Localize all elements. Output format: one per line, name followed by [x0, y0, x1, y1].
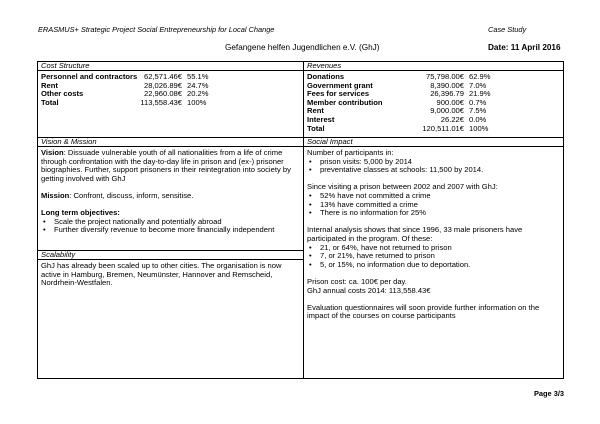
vision-text: : Dissuade vulnerable youth of all nationalities from a life of crime through confrontation with the day-to-day life in prison and (ex-) prisoner biographies. Further, support prisoners in their reintegration into society by getting involved with GhJ: [41, 148, 291, 183]
row-amount: 9,000.00€: [430, 106, 464, 116]
list-item: • prison visits: 5,000 by 2014: [307, 158, 560, 167]
scalability-title: Scalability: [37, 250, 304, 260]
visits-intro: Since visiting a prison between 2002 and 2007 with GhJ:: [307, 182, 498, 192]
vision-mission-title: Vision & Mission: [37, 137, 304, 147]
objectives-label: Long term objectives:: [41, 208, 120, 218]
row-percentage: 0.7%: [469, 97, 487, 107]
vision-label: Vision: [41, 148, 64, 157]
list-item: • 13% have committed a crime: [307, 201, 560, 210]
row-label: Member contribution: [307, 97, 383, 107]
row-percentage: 7.5%: [469, 106, 487, 116]
row-label: Fees for services: [307, 89, 370, 99]
table-row: [307, 107, 560, 116]
list-item: • Further diversify revenue to become more financially independent: [41, 226, 300, 235]
analysis-intro: Internal analysis shows that since 1996, 33 male prisoners have participated in the program. Of these:: [307, 225, 523, 243]
row-percentage: 100%: [187, 97, 207, 107]
date-label: Date:: [488, 43, 509, 52]
row-percentage: 55.1%: [187, 72, 209, 81]
row-amount: 120,511.01€: [422, 123, 464, 133]
prison-cost: Prison cost: ca. 100€ per day.: [307, 276, 407, 286]
social-impact-title: Social Impact: [303, 137, 564, 147]
row-amount: 26.22€: [440, 114, 464, 124]
row-label: Donations: [307, 72, 345, 81]
row-percentage: 0.0%: [469, 114, 487, 124]
row-amount: 26,396.79: [430, 89, 464, 99]
date-line: [488, 44, 561, 53]
mission-text: : Confront, discuss, inform, sensitise.: [69, 190, 194, 200]
row-label: Total: [41, 97, 59, 107]
row-label: Other costs: [41, 89, 84, 99]
row-label: Interest: [307, 114, 335, 124]
list-item: • 7, or 21%, have returned to prison: [307, 252, 560, 261]
mission-label: Mission: [41, 190, 70, 200]
list-item: • There is no information for 25%: [307, 209, 560, 218]
organisation-name: Gefangene helfen Jugendlichen e.V. (GhJ): [225, 43, 380, 52]
row-label: Rent: [41, 80, 58, 90]
participants-intro: Number of participants in:: [307, 148, 394, 157]
row-amount: 8,390.00€: [430, 80, 464, 90]
program-title: ERASMUS+ Strategic Project Social Entrepreneurship for Local Change: [38, 25, 275, 34]
cost-structure-section: [37, 61, 304, 137]
list-item: • 5, or 15%, no information due to deportation.: [307, 261, 560, 270]
evaluation-text: Evaluation questionnaires will soon provide further information on the impact of the courses on course participants: [307, 302, 540, 321]
row-amount: 22,960.08€: [143, 89, 182, 99]
revenues-table: [307, 73, 560, 133]
list-item: • Scale the project nationally and potentially abroad: [41, 218, 300, 227]
table-row: [307, 125, 560, 134]
list-item: • 21, or 64%, have not returned to prison: [307, 244, 560, 253]
row-percentage: 20.2%: [187, 89, 209, 99]
participants-list: [307, 158, 560, 175]
revenues-title: Revenues: [303, 61, 564, 71]
document-type: Case Study: [488, 25, 527, 34]
objectives-list: [41, 218, 300, 235]
revenues-section: [303, 61, 564, 137]
row-percentage: 100%: [469, 123, 489, 133]
list-item: • 52% have not committed a crime: [307, 192, 560, 201]
row-percentage: 24.7%: [187, 80, 209, 90]
vision-paragraph: [41, 149, 300, 183]
row-amount: 113,558.43€: [140, 97, 182, 107]
analysis-list: [307, 244, 560, 270]
mission-paragraph: [41, 192, 300, 201]
page-number: Page 3/3: [534, 389, 564, 398]
row-percentage: 21.9%: [469, 89, 491, 99]
row-amount: 62,571.46€: [143, 72, 182, 81]
row-percentage: 62.9%: [469, 72, 491, 81]
row-amount: 75,798.00€: [425, 72, 464, 81]
cost-table: [41, 73, 300, 107]
row-amount: 28,026.89€: [143, 80, 182, 90]
date-value: 11 April 2016: [510, 43, 561, 52]
cost-structure-title: Cost Structure: [37, 61, 304, 71]
scalability-text: GhJ has already been scaled up to other cities. The organisation is now active in Hamburg, Bremen, Neumünster, Hannover and Remscheid, Nordrhein-Westfalen.: [41, 261, 282, 288]
list-item: • preventative classes at schools: 11,500 by 2014.: [307, 166, 560, 175]
annual-costs: GhJ annual costs 2014: 113,558.43€: [307, 285, 431, 295]
social-impact-section: [303, 137, 564, 379]
row-percentage: 7.0%: [469, 80, 487, 90]
row-label: Government grant: [307, 80, 373, 90]
row-label: Rent: [307, 106, 324, 116]
row-label: Total: [307, 123, 325, 133]
row-label: Personnel and contractors: [41, 72, 138, 81]
row-amount: 900.00€: [436, 97, 464, 107]
scalability-section: [37, 250, 304, 379]
visits-list: [307, 192, 560, 218]
table-row: [41, 99, 300, 108]
vision-mission-section: [37, 137, 304, 250]
